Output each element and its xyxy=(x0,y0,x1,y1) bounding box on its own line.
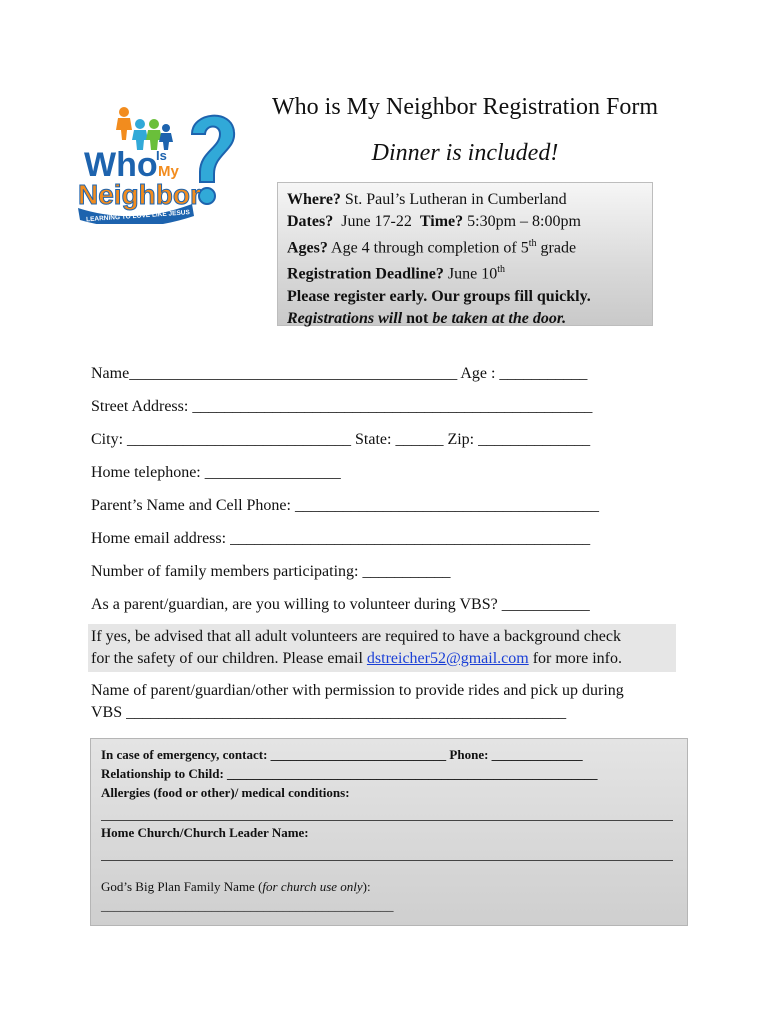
ages-sup: th xyxy=(528,238,537,249)
ages-line xyxy=(287,233,643,259)
time-label: Time? xyxy=(419,213,464,230)
door-text-b: not xyxy=(402,309,433,327)
emergency-contact-field[interactable]: In case of emergency, contact: ___________________________ Phone: ______________ xyxy=(101,747,583,762)
door-text-a: Registrations will xyxy=(287,309,403,327)
volunteer-field[interactable]: As a parent/guardian, are you willing to volunteer during VBS? ___________ xyxy=(91,596,590,613)
background-check-notice xyxy=(88,624,676,672)
page-subtitle: Dinner is included! xyxy=(371,140,559,166)
allergies-label: Allergies (food or other)/ medical conditions: xyxy=(101,785,350,800)
family-name-italic: for church use only xyxy=(262,879,363,894)
deadline-label: Registration Deadline? xyxy=(287,265,444,283)
where-line xyxy=(287,189,643,211)
ages-value-b: grade xyxy=(536,239,577,257)
register-early-line xyxy=(287,286,643,308)
allergies-line[interactable] xyxy=(101,802,673,821)
question-mark-icon xyxy=(192,116,234,182)
logo-word-who: Who xyxy=(84,146,158,184)
relationship-field[interactable]: Relationship to Child: _________________________________________________________ xyxy=(101,766,598,781)
family-name-line[interactable]: _____________________________________________ xyxy=(101,898,394,913)
who-is-my-neighbor-logo xyxy=(74,104,244,224)
family-name-b: ): xyxy=(362,879,371,894)
city-state-zip-field[interactable]: City: ____________________________ State: ______ Zip: ______________ xyxy=(91,431,591,448)
contact-email-link[interactable]: dstreicher52@gmail.com xyxy=(366,650,529,667)
rides-line-2[interactable]: VBS _______________________________________________________ xyxy=(91,704,567,721)
logo-ribbon-text: LEARNING TO LOVE LIKE JESUS xyxy=(85,209,191,224)
ages-value-a: Age 4 through completion of 5 xyxy=(327,239,529,257)
emergency-info-box xyxy=(90,738,688,926)
family-members-field[interactable]: Number of family members participating: ___________ xyxy=(91,563,451,580)
where-label: Where? xyxy=(287,191,341,208)
family-name-label xyxy=(101,877,677,896)
family-name-a: God’s Big Plan Family Name ( xyxy=(101,879,263,894)
logo-word-my: My xyxy=(158,163,179,180)
home-telephone-field[interactable]: Home telephone: _________________ xyxy=(91,464,341,481)
rides-line-1: Name of parent/guardian/other with permission to provide rides and pick up during xyxy=(91,682,624,699)
children-figures-icon xyxy=(116,107,173,150)
street-address-field[interactable]: Street Address: __________________________________________________ xyxy=(91,398,593,415)
name-age-field[interactable]: Name_________________________________________ Age : ___________ xyxy=(91,365,588,382)
home-church-line[interactable] xyxy=(101,842,673,861)
dates-label: Dates? xyxy=(287,213,334,230)
event-info-box xyxy=(277,182,653,326)
notice-line-2b: for more info. xyxy=(528,650,623,667)
rides-permission-section xyxy=(91,680,691,724)
deadline-value: June 10 xyxy=(443,265,498,283)
notice-line-1: If yes, be advised that all adult volunteers are required to have a background check xyxy=(91,628,622,645)
home-email-field[interactable]: Home email address: _____________________________________________ xyxy=(91,530,591,547)
deadline-sup: th xyxy=(497,264,505,276)
notice-line-2 xyxy=(91,648,673,670)
dates-value: June 17-22 xyxy=(333,213,420,230)
page-title: Who is My Neighbor Registration Form xyxy=(272,94,658,120)
time-value: 5:30pm – 8:00pm xyxy=(463,213,581,230)
logo-word-is: Is xyxy=(156,148,167,163)
parent-cell-field[interactable]: Parent’s Name and Cell Phone: ______________________________________ xyxy=(91,497,599,514)
dates-line xyxy=(287,211,643,233)
deadline-line xyxy=(287,259,643,285)
where-value: St. Paul’s Lutheran in Cumberland xyxy=(340,191,567,208)
notice-line-2a: for the safety of our children. Please email xyxy=(91,650,367,667)
ages-label: Ages? xyxy=(287,239,328,257)
door-line xyxy=(287,308,643,330)
home-church-label: Home Church/Church Leader Name: xyxy=(101,825,309,840)
door-text-c: be taken at the door. xyxy=(432,309,567,327)
logo-word-neighbor: Neighbor xyxy=(78,179,201,210)
register-early-text: Please register early. Our groups fill quickly. xyxy=(287,287,591,305)
